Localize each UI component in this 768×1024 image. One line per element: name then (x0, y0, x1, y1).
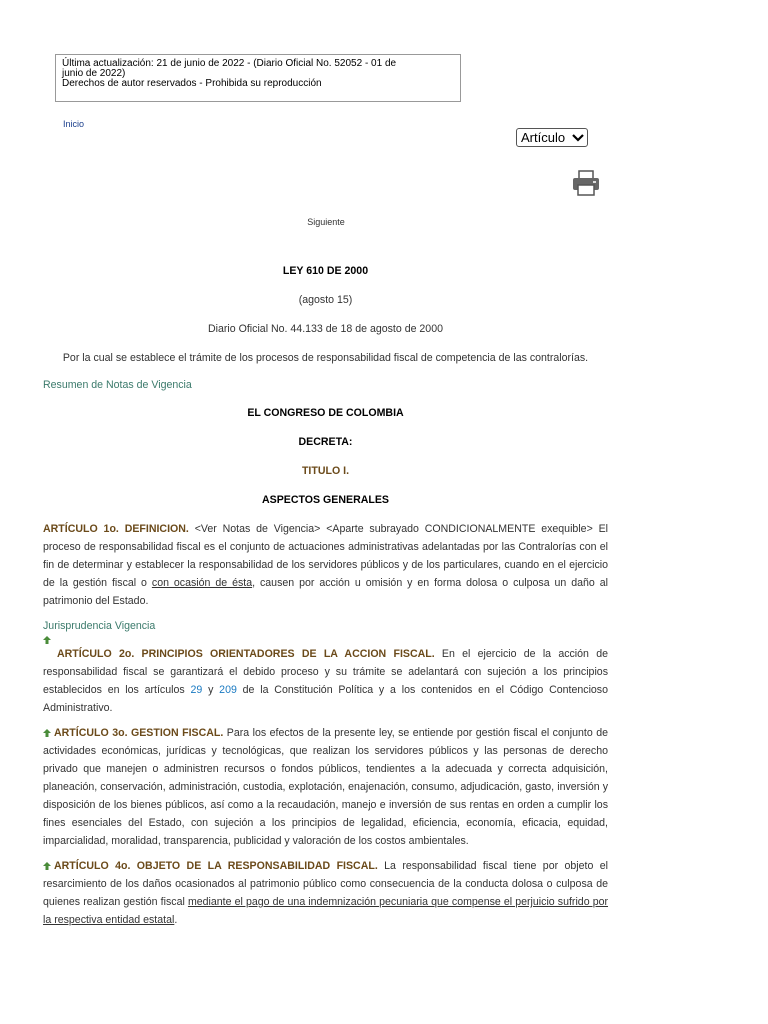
arrow-up-icon[interactable] (43, 636, 51, 644)
article-3-title: ARTÍCULO 3o. GESTION FISCAL. (54, 727, 224, 739)
article-3-text: Para los efectos de la presente ley, se entiende por gestión fiscal el conjunto de actividades económicas, jurídicas y tecnológicas, que realizan los servidores públicos y las personas de derecho privado que manejen o administren recursos o fondos públicos, tendientes a la adecuada y correcta adquisición, planeación, conservación, administración, custodia, explotación, enajenación, consumo, adjudicación, gasto, inversión y disposición de los bienes públicos, así como a la recaudación, manejo e inversión de sus rentas en orden a cumplir los fines esenciales del Estado, con sujeción a los principios de legalidad, eficiencia, economía, eficacia, equidad, imparcialidad, moralidad, transparencia, publicidad y valoración de los costos ambientales. (43, 727, 608, 847)
law-document (43, 262, 608, 929)
article-4-text: La responsabilidad fiscal tiene por objeto el resarcimiento de los daños ocasionados al patrimonio público como consecuencia de la conducta dolosa o culposa de quienes realizan gestión fiscal (43, 860, 609, 908)
article-1-rest: , causen por acción u omisión y en forma dolosa o culposa un daño al patrimonio del Estado. (43, 577, 608, 607)
jurisprudencia-link[interactable]: Jurisprudencia Vigencia (43, 620, 156, 632)
article-2-text-1: En el ejercicio de la acción de responsabilidad fiscal se garantizará el debido proceso y su trámite se adelantará con sujeción a los principios establecidos en los artículos (43, 648, 608, 696)
article-2-title: ARTÍCULO 2o. PRINCIPIOS ORIENTADORES DE LA ACCION FISCAL. (57, 648, 435, 660)
siguiente-link[interactable]: Siguiente (307, 217, 345, 227)
article-4-title: ARTÍCULO 4o. OBJETO DE LA RESPONSABILIDAD FISCAL. (54, 860, 378, 872)
diario-oficial: Diario Oficial No. 44.133 de 18 de agosto de 2000 (208, 323, 443, 335)
article-1-title: ARTÍCULO 1o. DEFINICION. (43, 523, 189, 535)
article-4-end: . (174, 914, 178, 926)
article-4-underlined: mediante el pago de una indemnización pecuniaria que compense el perjuicio sufrido por la respectiva entidad estatal (43, 896, 609, 926)
rights-notice: Derechos de autor reservados - Prohibida su reproducción (62, 78, 322, 89)
printer-icon[interactable] (571, 168, 601, 198)
article-29-link[interactable]: 29 (190, 684, 203, 696)
article-4 (43, 857, 608, 929)
article-2-text-2: y (202, 684, 220, 696)
aspectos-heading: ASPECTOS GENERALES (262, 494, 389, 506)
law-title: LEY 610 DE 2000 (282, 265, 369, 277)
resumen-notas-link[interactable]: Resumen de Notas de Vigencia (43, 379, 192, 391)
congreso-heading: EL CONGRESO DE COLOMBIA (247, 407, 404, 419)
article-1 (43, 520, 608, 610)
inicio-link[interactable]: Inicio (63, 119, 85, 129)
update-notice-box (55, 54, 461, 102)
law-purpose: Por la cual se establece el trámite de los procesos de responsabilidad fiscal de competencia de las contralorías. (62, 352, 589, 364)
articulo-dropdown[interactable] (516, 128, 588, 147)
update-line-1: Última actualización: 21 de junio de 2022 - (Diario Oficial No. 52052 - 01 de (62, 58, 397, 69)
article-2 (43, 645, 608, 717)
decreta-heading: DECRETA: (298, 436, 353, 448)
article-2-text-3: de la Constitución Política y a los contenidos en el Código Contencioso Administrativo. (43, 684, 608, 714)
titulo-heading: TITULO I. (301, 465, 350, 477)
article-1-text: <Ver Notas de Vigencia> <Aparte subrayado CONDICIONALMENTE exequible> El proceso de responsabilidad fiscal es el conjunto de actuaciones administrativas adelantadas por las Contralorías con el fin de determinar y establecer la responsabilidad de los servidores públicos y de los particulares, cuando en el ejercicio de la gestión fiscal o (43, 523, 609, 589)
arrow-up-icon[interactable] (43, 729, 51, 737)
articulo-dropdown-value: Artículo (521, 130, 566, 145)
update-line-2: junio de 2022) (62, 68, 126, 79)
article-3 (43, 724, 608, 850)
arrow-up-icon[interactable] (43, 862, 51, 870)
law-date: (agosto 15) (298, 294, 353, 306)
chevron-down-icon (571, 133, 585, 143)
article-1-underlined: con ocasión de ésta (151, 577, 253, 589)
article-209-link[interactable]: 209 (219, 684, 237, 696)
